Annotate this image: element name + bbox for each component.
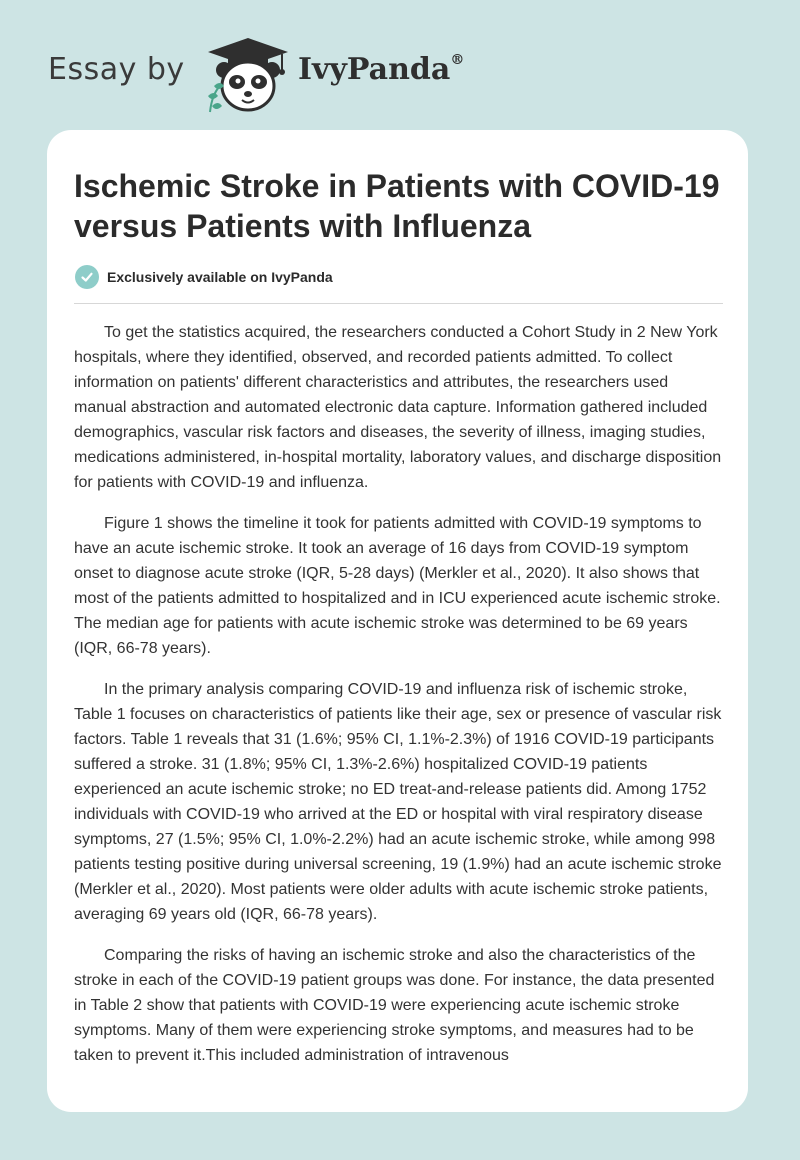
paragraph: In the primary analysis comparing COVID-19 and influenza risk of ischemic stroke, Table 1 focuses on characteristics of patients like their age, sex or presence of vascular risk factors. Table 1 reveals that 31 (1.6%; 95% CI, 1.1%-2.3%) of 1916 COVID-19 participants suffered a stroke. 31 (1.8%; 95% CI, 1.3%-2.6%) hospitalized COVID-19 patients experienced an acute ischemic stroke; no ED treat-and-release patients did. Among 1752 individuals with COVID-19 who arrived at the ED or hospital with viral respiratory disease symptoms, 27 (1.5%; 95% CI, 1.0%-2.2%) had an acute ischemic stroke, while among 998 patients testing positive during universal screening, 19 (1.9%) had an acute ischemic stroke (Merkler et al., 2020). Most patients were older adults with acute ischemic stroke patients, averaging 69 years old (IQR, 66-78 years).: [74, 681, 722, 923]
exclusive-badge: [75, 264, 333, 290]
site-header: [0, 0, 800, 130]
exclusive-badge-label: Exclusively available on IvyPanda: [107, 269, 333, 285]
paragraph: To get the statistics acquired, the researchers conducted a Cohort Study in 2 New York hospitals, where they identified, observed, and recorded patients admitted. To collect information on patients' different characteristics and attributes, the researchers used manual abstraction and automated electronic data capture. Information gathered included demographics, vascular risk factors and diseases, the severity of illness, imaging studies, medications administered, in-hospital mortality, laboratory values, and discharge disposition for patients with COVID-19 and influenza.: [74, 324, 722, 491]
article-title: Ischemic Stroke in Patients with COVID-19 versus Patients with Influenza: [74, 168, 720, 244]
article-body: [74, 320, 725, 1084]
divider: [74, 303, 723, 304]
registered-mark: ®: [450, 52, 465, 68]
essay-by-label: Essay by: [48, 52, 185, 87]
article-card: [47, 130, 748, 1112]
check-circle-icon: [75, 265, 99, 289]
brand-name[interactable]: [298, 52, 464, 87]
paragraph: Comparing the risks of having an ischemic stroke and also the characteristics of the stroke in each of the COVID-19 patient groups was done. For instance, the data presented in Table 2 show that patients with COVID-19 were experiencing acute ischemic stroke symptoms. Many of them were experiencing stroke symptoms, and measures had to be taken to prevent it.This included administration of intravenous: [74, 947, 715, 1064]
brand-text: IvyPanda: [298, 52, 451, 87]
ivypanda-logo-icon[interactable]: [202, 36, 294, 114]
paragraph: Figure 1 shows the timeline it took for patients admitted with COVID-19 symptoms to have an acute ischemic stroke. It took an average of 16 days from COVID-19 symptom onset to diagnose acute stroke (IQR, 5-28 days) (Merkler et al., 2020). It also shows that most of the patients admitted to hospitalized and in ICU experienced acute ischemic stroke. The median age for patients with acute ischemic stroke was determined to be 69 years (IQR, 66-78 years).: [74, 515, 721, 657]
